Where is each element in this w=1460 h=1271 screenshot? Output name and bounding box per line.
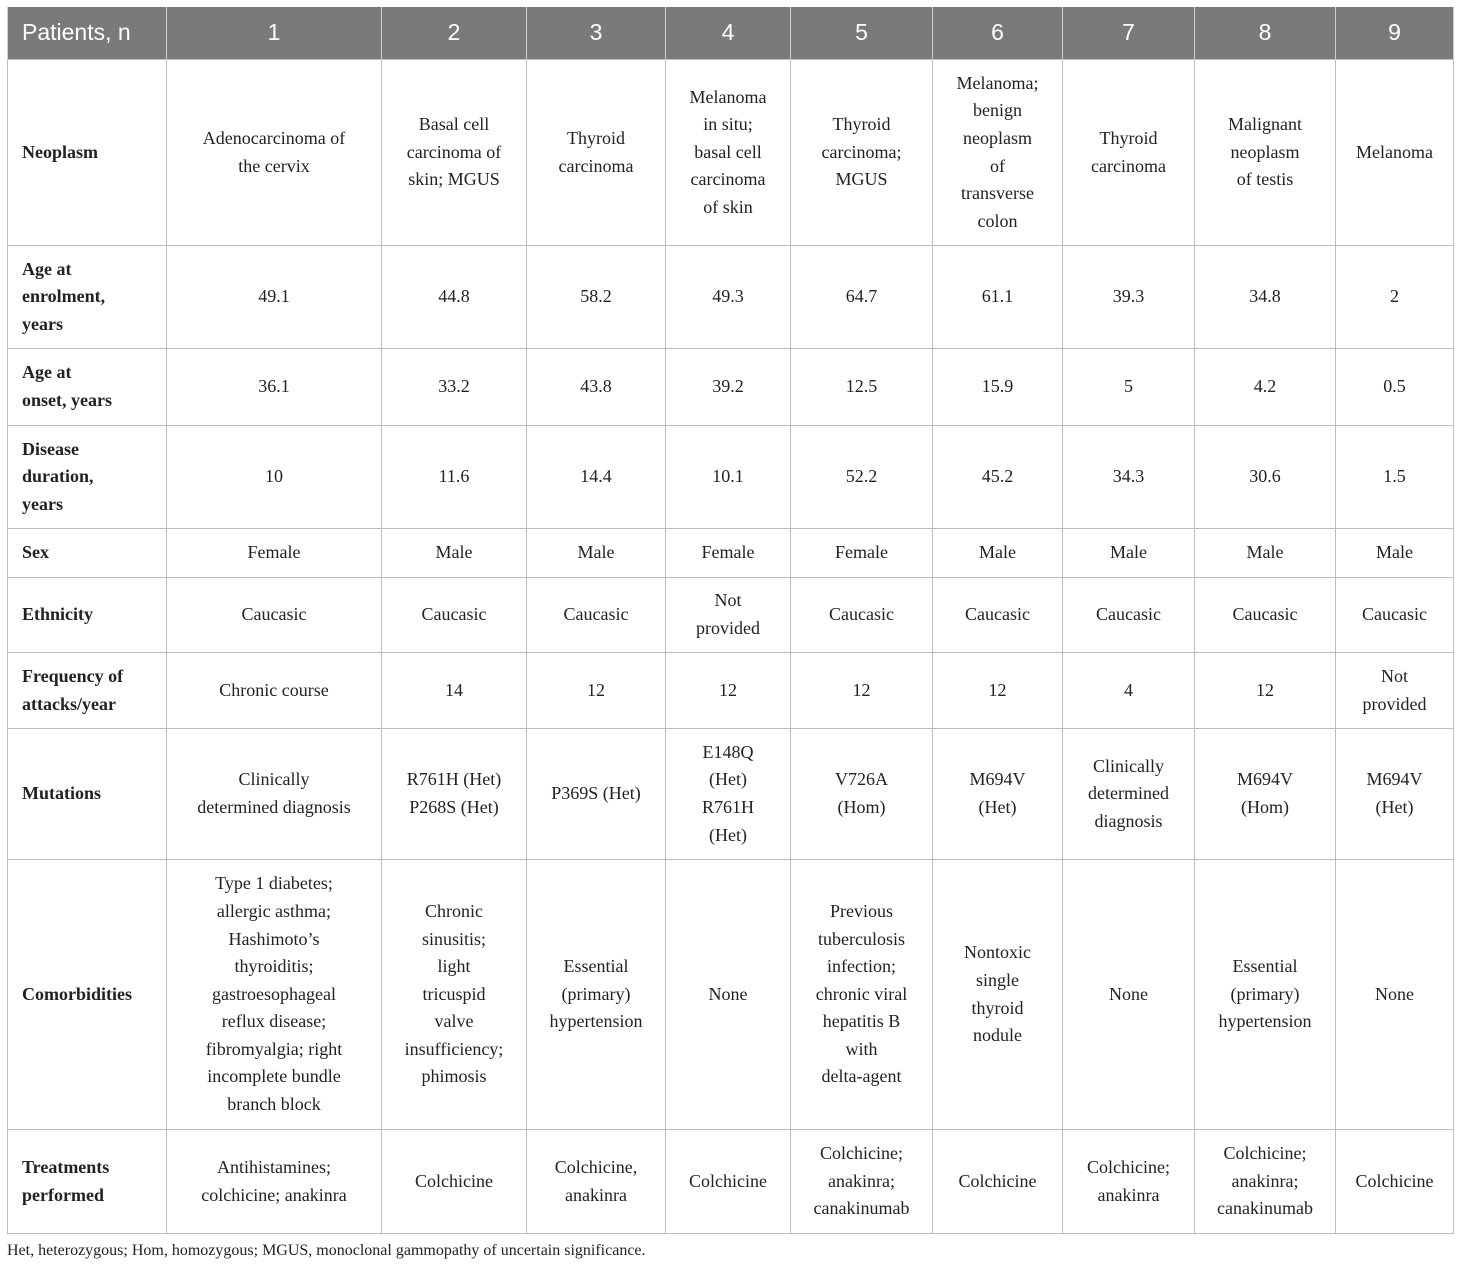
row-label: Comorbidities <box>8 860 167 1130</box>
table-cell: 34.3 <box>1063 426 1195 529</box>
table-cell: 36.1 <box>167 349 382 426</box>
table-cell: E148Q (Het) R761H (Het) <box>666 729 791 860</box>
table-cell: Female <box>791 529 933 578</box>
row-label: Neoplasm <box>8 60 167 246</box>
table-cell: Melanoma; benign neoplasm of transverse colon <box>933 60 1063 246</box>
table-cell: Caucasic <box>167 578 382 653</box>
table-cell: None <box>666 860 791 1130</box>
table-cell: 14.4 <box>527 426 666 529</box>
table-cell: Chronic sinusitis; light tricuspid valve insufficiency; phimosis <box>382 860 527 1130</box>
table-cell: 49.1 <box>167 246 382 349</box>
table-cell: 39.2 <box>666 349 791 426</box>
table-cell: Male <box>382 529 527 578</box>
table-row <box>8 578 1454 653</box>
table-cell: M694V (Hom) <box>1195 729 1336 860</box>
table-cell: 14 <box>382 653 527 729</box>
table-cell: Male <box>1336 529 1454 578</box>
table-cell: 64.7 <box>791 246 933 349</box>
table-cell: Caucasic <box>1063 578 1195 653</box>
table-cell: 52.2 <box>791 426 933 529</box>
header-patient-3: 3 <box>527 7 666 60</box>
table-cell: 12 <box>666 653 791 729</box>
table-cell: Basal cell carcinoma of skin; MGUS <box>382 60 527 246</box>
table-row <box>8 246 1454 349</box>
table-cell: Male <box>933 529 1063 578</box>
row-label: Mutations <box>8 729 167 860</box>
table-cell: Chronic course <box>167 653 382 729</box>
table-cell: 45.2 <box>933 426 1063 529</box>
header-patient-2: 2 <box>382 7 527 60</box>
header-patient-8: 8 <box>1195 7 1336 60</box>
table-cell: 15.9 <box>933 349 1063 426</box>
row-label: Ethnicity <box>8 578 167 653</box>
table-cell: Previous tuberculosis infection; chronic viral hepatitis B with delta-agent <box>791 860 933 1130</box>
table-cell: Thyroid carcinoma; MGUS <box>791 60 933 246</box>
table-cell: 5 <box>1063 349 1195 426</box>
table-cell: 58.2 <box>527 246 666 349</box>
header-patient-4: 4 <box>666 7 791 60</box>
table-cell: 61.1 <box>933 246 1063 349</box>
table-cell: 12 <box>527 653 666 729</box>
table-cell: Antihistamines; colchicine; anakinra <box>167 1130 382 1234</box>
table-cell: 12 <box>791 653 933 729</box>
table-cell: Caucasic <box>1336 578 1454 653</box>
row-label: Frequency of attacks/year <box>8 653 167 729</box>
table-cell: Adenocarcinoma of the cervix <box>167 60 382 246</box>
table-cell: Male <box>527 529 666 578</box>
table-cell: R761H (Het) P268S (Het) <box>382 729 527 860</box>
table-cell: Not provided <box>666 578 791 653</box>
table-cell: Caucasic <box>791 578 933 653</box>
table-cell: Colchicine <box>933 1130 1063 1234</box>
table-cell: Female <box>666 529 791 578</box>
table-cell: P369S (Het) <box>527 729 666 860</box>
table-cell: 4.2 <box>1195 349 1336 426</box>
table-cell: Clinically determined diagnosis <box>1063 729 1195 860</box>
table-row <box>8 653 1454 729</box>
table-cell: Colchicine <box>382 1130 527 1234</box>
header-patient-7: 7 <box>1063 7 1195 60</box>
table-cell: 44.8 <box>382 246 527 349</box>
table-cell: 43.8 <box>527 349 666 426</box>
table-cell: Female <box>167 529 382 578</box>
header-patient-6: 6 <box>933 7 1063 60</box>
row-label: Sex <box>8 529 167 578</box>
table-cell: Colchicine <box>666 1130 791 1234</box>
row-label: Disease duration, years <box>8 426 167 529</box>
row-label: Treatments performed <box>8 1130 167 1234</box>
table-cell: Male <box>1195 529 1336 578</box>
header-patients: Patients, n <box>8 7 167 60</box>
table-cell: Clinically determined diagnosis <box>167 729 382 860</box>
table-cell: 49.3 <box>666 246 791 349</box>
row-label: Age at enrolment, years <box>8 246 167 349</box>
table-cell: 39.3 <box>1063 246 1195 349</box>
table-cell: Colchicine; anakinra; canakinumab <box>1195 1130 1336 1234</box>
table-cell: Caucasic <box>527 578 666 653</box>
table-cell: 12.5 <box>791 349 933 426</box>
table-cell: 0.5 <box>1336 349 1454 426</box>
table-cell: Thyroid carcinoma <box>1063 60 1195 246</box>
table-cell: Thyroid carcinoma <box>527 60 666 246</box>
table-cell: 1.5 <box>1336 426 1454 529</box>
table-row <box>8 426 1454 529</box>
table-cell: 34.8 <box>1195 246 1336 349</box>
table-cell: Caucasic <box>933 578 1063 653</box>
table-header-row <box>8 7 1454 60</box>
header-patient-5: 5 <box>791 7 933 60</box>
table-row <box>8 349 1454 426</box>
table-cell: Essential (primary) hypertension <box>1195 860 1336 1130</box>
table-cell: Caucasic <box>1195 578 1336 653</box>
table-row <box>8 529 1454 578</box>
table-cell: 30.6 <box>1195 426 1336 529</box>
table-cell: M694V (Het) <box>933 729 1063 860</box>
table-cell: None <box>1063 860 1195 1130</box>
table-cell: 10 <box>167 426 382 529</box>
table-cell: 10.1 <box>666 426 791 529</box>
table-cell: Not provided <box>1336 653 1454 729</box>
table-cell: Colchicine <box>1336 1130 1454 1234</box>
table-row <box>8 729 1454 860</box>
table-cell: Melanoma <box>1336 60 1454 246</box>
table-footnote: Het, heterozygous; Hom, homozygous; MGUS, monoclonal gammopathy of uncertain significance. <box>7 1242 646 1259</box>
header-patient-1: 1 <box>167 7 382 60</box>
table-row <box>8 1130 1454 1234</box>
table-cell: 11.6 <box>382 426 527 529</box>
table-cell: Essential (primary) hypertension <box>527 860 666 1130</box>
table-cell: Type 1 diabetes; allergic asthma; Hashimoto’s thyroiditis; gastroesophageal reflux disease; fibromyalgia; right incomplete bundle branch block <box>167 860 382 1130</box>
table-cell: M694V (Het) <box>1336 729 1454 860</box>
table-cell: Male <box>1063 529 1195 578</box>
table-row <box>8 860 1454 1130</box>
table-cell: Caucasic <box>382 578 527 653</box>
row-label: Age at onset, years <box>8 349 167 426</box>
table-cell: Nontoxic single thyroid nodule <box>933 860 1063 1130</box>
table-cell: Colchicine; anakinra <box>1063 1130 1195 1234</box>
header-patient-9: 9 <box>1336 7 1454 60</box>
table-cell: 2 <box>1336 246 1454 349</box>
table-cell: Malignant neoplasm of testis <box>1195 60 1336 246</box>
table-cell: Melanoma in situ; basal cell carcinoma of skin <box>666 60 791 246</box>
table-cell: Colchicine; anakinra; canakinumab <box>791 1130 933 1234</box>
table-cell: 4 <box>1063 653 1195 729</box>
table-cell: 12 <box>1195 653 1336 729</box>
table-cell: Colchicine, anakinra <box>527 1130 666 1234</box>
table-body <box>8 60 1454 1234</box>
patients-table <box>7 7 1454 1234</box>
table-cell: None <box>1336 860 1454 1130</box>
table-row <box>8 60 1454 246</box>
table-cell: V726A (Hom) <box>791 729 933 860</box>
table-cell: 33.2 <box>382 349 527 426</box>
table-cell: 12 <box>933 653 1063 729</box>
